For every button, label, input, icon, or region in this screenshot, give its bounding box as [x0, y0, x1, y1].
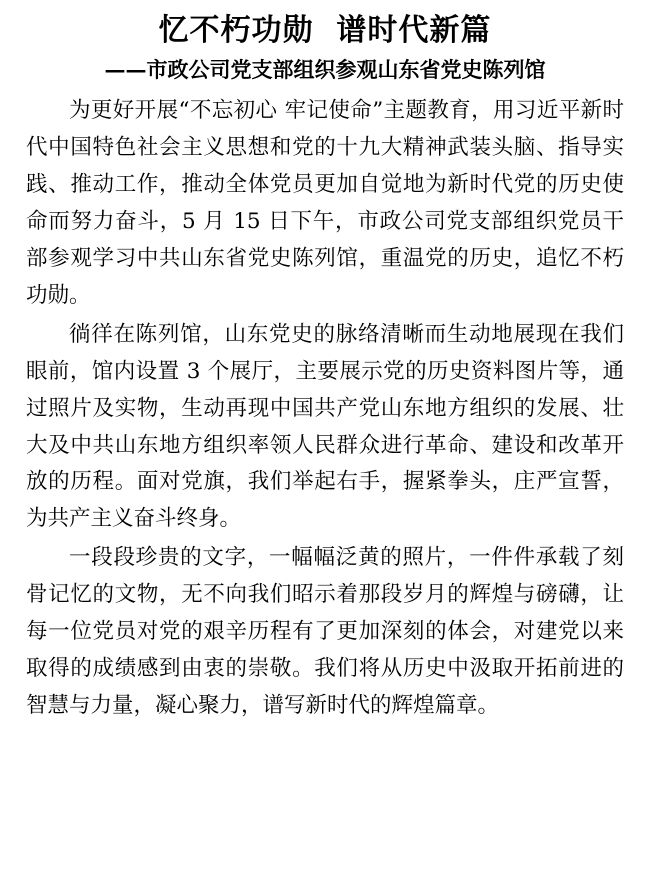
page-title: 忆不朽功勋 谱时代新篇	[158, 13, 492, 48]
page-subtitle: ——市政公司党支部组织参观山东省党史陈列馆	[104, 56, 546, 82]
body-paragraph: 一段段珍贵的文字，一幅幅泛黄的照片，一件件承载了刻骨记忆的文物，无不向我们昭示着那段岁月的辉煌与磅礴，让每一位党员对党的艰辛历程有了更加深刻的体会，对建党以来取得的成绩感到由衷的崇敬。我们将从历史中汲取开拓前进的智慧与力量，凝心聚力，谱写新时代的辉煌篇章。	[26, 545, 624, 719]
body-paragraph: 徜徉在陈列馆，山东党史的脉络清晰而生动地展现在我们眼前，馆内设置 3 个展厅，主要展示党的历史资料图片等，通过照片及实物，生动再现中国共产党山东地方组织的发展、壮大及中共山东地方组织率领人民群众进行革命、建设和改革开放的历程。面对党旗，我们举起右手，握紧拳头，庄严宣誓，为共产主义奋斗终身。	[26, 321, 624, 532]
body-paragraph: 为更好开展“不忘初心 牢记使命”主题教育，用习近平新时代中国特色社会主义思想和党的十九大精神武装头脑、指导实践、推动工作，推动全体党员更加自觉地为新时代党的历史使命而努力奋斗，5 月 15 日下午，市政公司党支部组织党员干部参观学习中共山东省党史陈列馆，重温党的历史，追忆不朽功勋。	[26, 97, 624, 308]
document-body	[26, 93, 624, 725]
